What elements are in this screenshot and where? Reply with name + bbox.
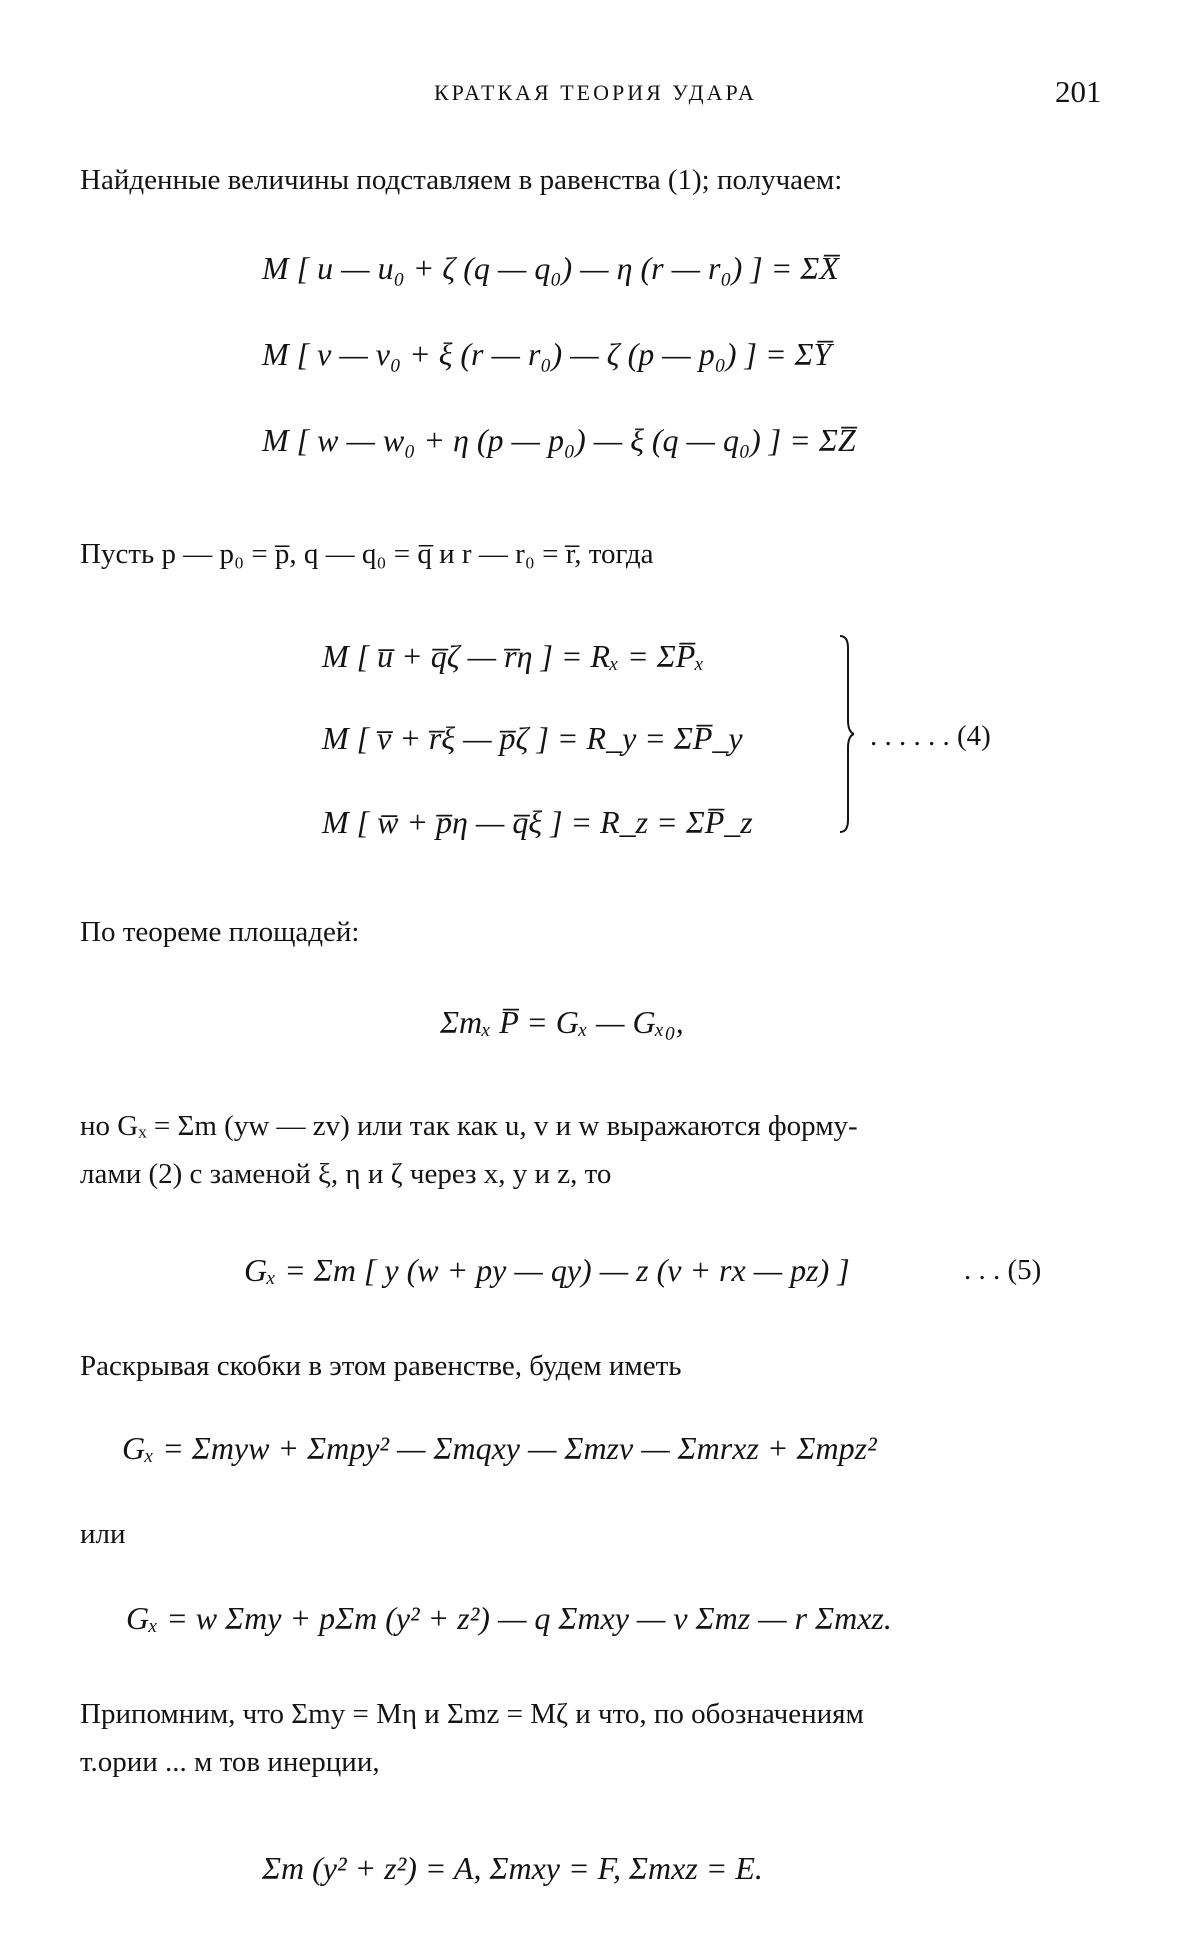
system4-row-y: M [ v̅ + r̅ξ — p̅ζ ] = R_y = ΣP̅_y — [322, 720, 743, 756]
equation-grouped: Gₓ = w Σmy + pΣm (y² + z²) — q Σmxy — v Σmz — r Σmxz. — [126, 1600, 892, 1636]
equation-final: Σm (y² + z²) = A, Σmxy = F, Σmxz = E. — [262, 1850, 763, 1886]
recall-line-1: Припомним, что Σmy = Mη и Σmz = Mζ и что, по обозначениям — [80, 1698, 864, 1730]
equation-number-5: . . . (5) — [964, 1254, 1042, 1286]
system4-row-x: M [ u̅ + q̅ζ — r̅η ] = Rₓ = ΣP̅ₓ — [322, 638, 705, 674]
equation-x: M [ u — u₀ + ζ (q — q₀) — η (r — r₀) ] = ΣX̅ — [262, 250, 839, 286]
equation-5: Gₓ = Σm [ y (w + py — qy) — z (v + rx — pz) ] — [244, 1252, 850, 1288]
right-brace-icon — [838, 634, 854, 834]
recall-line-2: т.ории ... м тов инерции, — [80, 1746, 380, 1778]
equation-expanded: Gₓ = Σmyw + Σmpy² — Σmqxy — Σmzv — Σmrxz + Σmpz² — [122, 1430, 877, 1466]
running-header: КРАТКАЯ ТЕОРИЯ УДАРА — [434, 80, 757, 105]
areas-theorem-text: По теореме площадей: — [80, 916, 360, 948]
let-line: Пусть p — p₀ = p̅, q — q₀ = q̅ и r — r₀ = r̅, тогда — [80, 538, 654, 570]
or-word: или — [80, 1518, 126, 1550]
equation-areas: Σmₓ P̅ = Gₓ — Gₓ₀, — [440, 1004, 684, 1040]
system4-row-z: M [ w̅ + p̅η — q̅ξ ] = R_z = ΣP̅_z — [322, 804, 753, 840]
paragraph-2-line-2: лами (2) с заменой ξ, η и ζ через x, y и z, то — [80, 1158, 612, 1190]
intro-text: Найденные величины подставляем в равенства (1); получаем: — [80, 164, 843, 196]
equation-number-4: . . . . . . (4) — [870, 720, 991, 752]
page-number: 201 — [1055, 74, 1102, 109]
paragraph-2-line-1: но Gₓ = Σm (yw — zv) или так как u, v и w выражаются форму- — [80, 1110, 858, 1142]
expand-text: Раскрывая скобки в этом равенстве, будем иметь — [80, 1350, 682, 1382]
equation-y: M [ v — v₀ + ξ (r — r₀) — ζ (p — p₀) ] = ΣY̅ — [262, 336, 832, 372]
equation-z: M [ w — w₀ + η (p — p₀) — ξ (q — q₀) ] = ΣZ̅ — [262, 422, 856, 458]
